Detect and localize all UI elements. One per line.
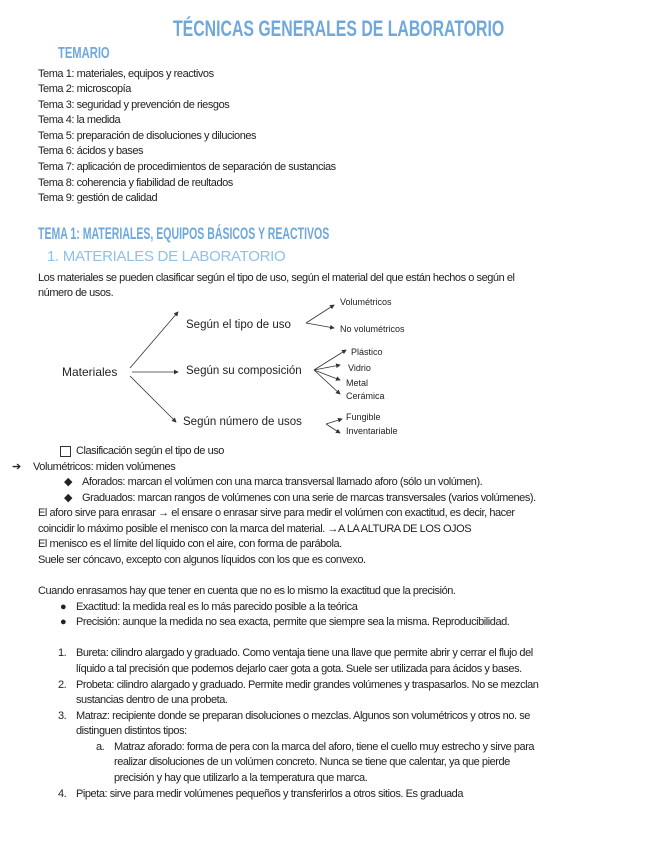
diagram-branch: Según su composición — [186, 365, 302, 377]
temario-heading: TEMARIO — [58, 45, 110, 62]
paragraph-line: El aforo sirve para enrasar → el ensare o enrasar sirve para medir el volúmen con exactitud, es decir, hacer — [38, 507, 515, 519]
arrow-item: Volumétricos: miden volúmenes — [33, 461, 176, 473]
section-heading: 1. MATERIALES DE LABORATORIO — [47, 248, 286, 265]
diagram-leaf: Inventariable — [346, 426, 398, 436]
list-number: 1. — [58, 647, 67, 659]
diagram-root: Materiales — [62, 365, 118, 379]
diagram-leaf: Cerámica — [346, 391, 385, 401]
temario-item: Tema 4: la medida — [38, 114, 121, 126]
temario-item: Tema 2: microscopía — [38, 83, 131, 95]
paragraph-line: Suele ser cóncavo, excepto con algunos líquidos con los que es convexo. — [38, 554, 366, 566]
list-item: Bureta: cilindro alargado y graduado. Como ventaja tiene una llave que permite abrir y cerrar el flujo del — [76, 647, 533, 659]
list-item: Pipeta: sirve para medir volúmenes pequeños y transferirlos a otros sitios. Es graduada — [76, 788, 464, 800]
list-item: Probeta: cilindro alargado y graduado. Permite medir grandes volúmenes y traspasarlos. No se mezclan — [76, 679, 539, 691]
bullet-item: Precisión: aunque la medida no sea exacta, permite que siempre sea la misma. Reproducibilidad. — [76, 616, 510, 628]
intro-line: Los materiales se pueden clasificar según el tipo de uso, según el material del que están hechos o según el — [38, 272, 515, 284]
arrow-icon: ➔ — [12, 461, 21, 473]
diamond-icon: ◆ — [64, 476, 73, 488]
classification-diagram — [0, 290, 655, 440]
intro-line: número de usos. — [38, 287, 114, 299]
list-item: realizar disoluciones de un volúmen concreto. Nunca se tiene que calentar, ya que pierde — [114, 756, 510, 768]
temario-item: Tema 1: materiales, equipos y reactivos — [38, 68, 214, 80]
precision-intro: Cuando enrasamos hay que tener en cuenta que no es lo mismo la exactitud que la precisión. — [38, 585, 456, 597]
bullet-icon: ● — [60, 616, 67, 628]
list-item: Matraz aforado: forma de pera con la marca del aforo, tiene el cuello muy estrecho y sirve para — [114, 741, 535, 753]
list-item: distinguen distintos tipos: — [76, 725, 187, 737]
list-item: líquido a tal precisión que podemos dejarlo caer gota a gota. Suele ser utilizada para ácidos y bases. — [76, 663, 522, 675]
list-item: Matraz: recipiente donde se preparan disoluciones o mezclas. Algunos son volumétricos y otros no. se — [76, 710, 530, 722]
list-number: 3. — [58, 710, 67, 722]
checkbox-item: Clasificación según el tipo de uso — [76, 445, 224, 457]
diagram-leaf: Vidrio — [348, 363, 371, 373]
list-item: precisión y hay que utilizarlo a la temperatura que marca. — [114, 772, 368, 784]
temario-item: Tema 3: seguridad y prevención de riesgos — [38, 99, 230, 111]
diamond-icon: ◆ — [64, 492, 73, 504]
bullet-icon: ● — [60, 601, 67, 613]
temario-item: Tema 6: ácidos y bases — [38, 145, 144, 157]
diagram-leaf: Fungible — [346, 412, 381, 422]
document-title: TÉCNICAS GENERALES DE LABORATORIO — [173, 16, 505, 41]
diagram-leaf: Metal — [346, 378, 369, 388]
temario-item: Tema 7: aplicación de procedimientos de separación de sustancias — [38, 161, 336, 173]
bullet-item: Exactitud: la medida real es lo más parecido posible a la teórica — [76, 601, 358, 613]
paragraph-line: coincidir lo máximo posible el menisco con la marca del material. →A LA ALTURA DE LOS OJOS — [38, 523, 472, 535]
list-number: 4. — [58, 788, 67, 800]
diagram-branch: Según el tipo de uso — [186, 319, 291, 331]
list-item: sustancias dentro de una probeta. — [76, 694, 228, 706]
diamond-item: Graduados: marcan rangos de volúmenes con una serie de marcas transversales (varios volúmenes). — [82, 492, 536, 504]
checkbox-icon — [60, 446, 71, 457]
diagram-leaf: Plástico — [351, 347, 383, 357]
tema1-heading: TEMA 1: MATERIALES, EQUIPOS BÁSICOS Y REACTIVOS — [38, 224, 330, 243]
diagram-leaf: No volumétricos — [340, 324, 405, 334]
list-letter: a. — [96, 741, 105, 753]
paragraph-line: El menisco es el límite del líquido con el aire, con forma de parábola. — [38, 538, 342, 550]
diagram-leaf: Volumétricos — [340, 297, 392, 307]
list-number: 2. — [58, 679, 67, 691]
temario-item: Tema 9: gestión de calidad — [38, 192, 158, 204]
diamond-item: Aforados: marcan el volúmen con una marca transversal llamado aforo (sólo un volúmen). — [82, 476, 483, 488]
temario-item: Tema 5: preparación de disoluciones y diluciones — [38, 130, 257, 142]
diagram-branch: Según número de usos — [183, 416, 302, 428]
temario-item: Tema 8: coherencia y fiabilidad de reultados — [38, 177, 233, 189]
